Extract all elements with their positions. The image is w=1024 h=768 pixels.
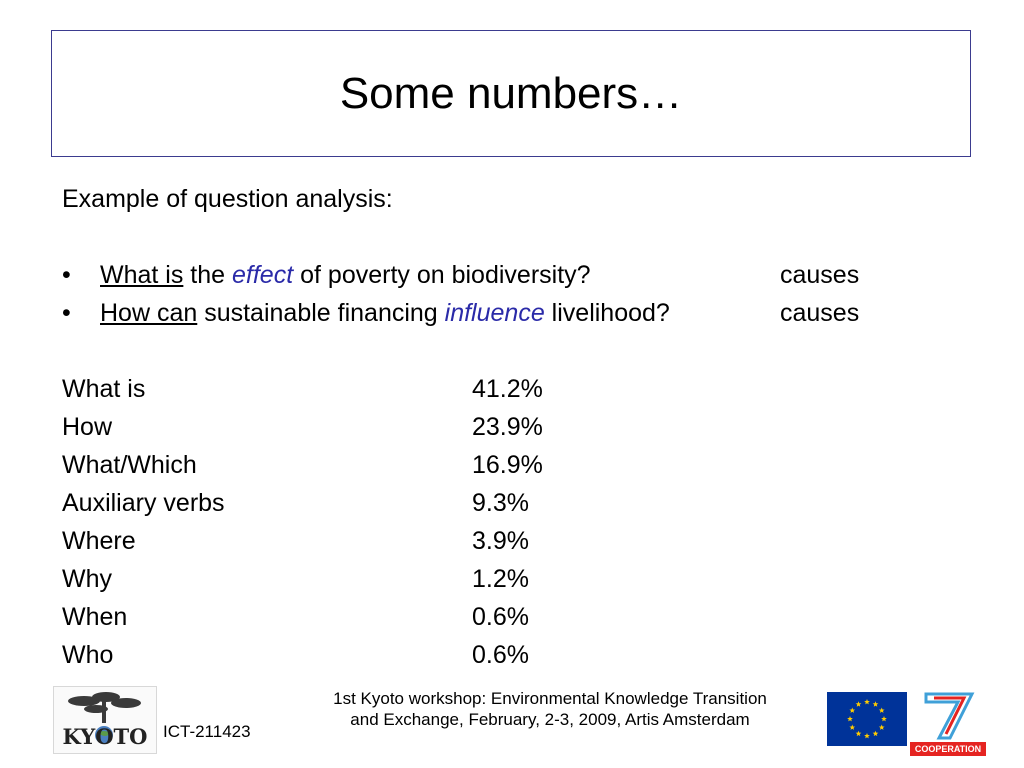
stat-label: When [62, 603, 128, 631]
kyoto-logo [53, 686, 157, 754]
stat-value: 0.6% [472, 603, 529, 631]
bullet-item [62, 294, 962, 332]
stat-value: 23.9% [472, 413, 543, 441]
kyoto-logo-text: KYOTO [62, 724, 148, 749]
eu-stars [827, 692, 907, 746]
bullet-question [100, 294, 670, 332]
cooperation-label: COOPERATION [910, 742, 986, 756]
stat-label: Auxiliary verbs [62, 489, 225, 517]
eu-star [849, 708, 855, 713]
eu-star [879, 725, 885, 730]
stat-row [62, 408, 962, 446]
project-id: ICT-211423 [163, 722, 251, 741]
kyoto-logo-graphic [54, 687, 156, 753]
stat-row [62, 370, 962, 408]
eu-star [864, 733, 870, 738]
bullet-category: causes [780, 299, 860, 327]
stat-row [62, 560, 962, 598]
stat-value: 3.9% [472, 527, 529, 555]
slide-content [62, 180, 962, 674]
stat-value: 1.2% [472, 565, 529, 593]
stat-row [62, 446, 962, 484]
bullet-dot: • [62, 261, 71, 289]
question-keyword: effect [232, 261, 294, 289]
question-lead: What is [100, 261, 184, 289]
slide-title: Some numbers… [339, 68, 683, 118]
eu-star [864, 699, 870, 704]
eu-star [881, 716, 887, 721]
stat-value: 16.9% [472, 451, 543, 479]
fp7-mark [910, 688, 986, 742]
question-keyword: influence [444, 299, 545, 327]
workshop-info [280, 688, 820, 730]
fp7-cooperation-logo [910, 688, 986, 756]
question-text: livelihood? [544, 299, 670, 327]
stat-row [62, 522, 962, 560]
stat-value: 0.6% [472, 641, 529, 669]
stat-label: How [62, 413, 113, 441]
workshop-line-1: 1st Kyoto workshop: Environmental Knowledge Transition [333, 689, 767, 708]
eu-star [849, 725, 855, 730]
bullet-question [100, 256, 591, 294]
stat-label: What is [62, 375, 146, 403]
bullet-item [62, 256, 962, 294]
question-text: sustainable financing [197, 299, 445, 327]
intro-text: Example of question analysis: [62, 185, 393, 213]
workshop-line-2: and Exchange, February, 2-3, 2009, Artis Amsterdam [350, 710, 750, 729]
bullet-dot: • [62, 299, 71, 327]
stat-row [62, 636, 962, 674]
stat-value: 9.3% [472, 489, 529, 517]
bullet-list [62, 256, 962, 332]
eu-star [873, 731, 879, 736]
eu-star [873, 701, 879, 706]
question-lead: How can [100, 299, 198, 327]
question-text: the [183, 261, 233, 289]
stat-label: Who [62, 641, 114, 669]
eu-star [879, 708, 885, 713]
stat-row [62, 484, 962, 522]
stat-label: Where [62, 527, 136, 555]
eu-star [856, 731, 862, 736]
stat-value: 41.2% [472, 375, 543, 403]
stats-table [62, 370, 962, 674]
stat-label: Why [62, 565, 112, 593]
eu-star [856, 701, 862, 706]
title-box [51, 30, 971, 157]
bullet-category: causes [780, 261, 860, 289]
stat-row [62, 598, 962, 636]
stat-label: What/Which [62, 451, 197, 479]
eu-star [847, 716, 853, 721]
eu-flag-icon [827, 692, 907, 746]
question-text: of poverty on biodiversity? [293, 261, 591, 289]
slide-footer [0, 680, 1024, 768]
